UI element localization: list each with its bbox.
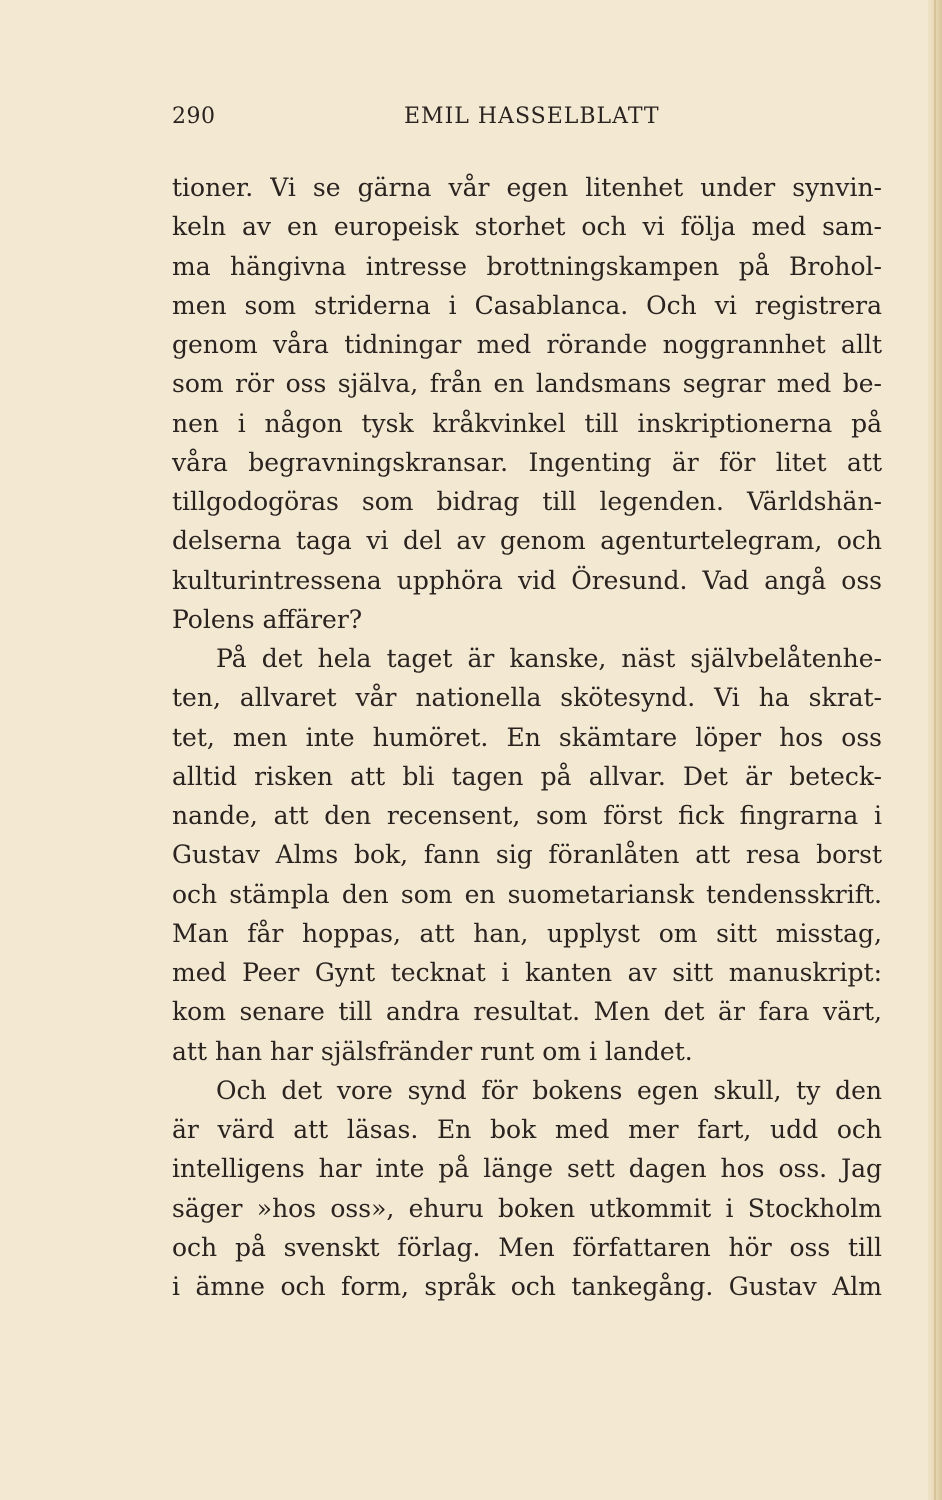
text-line: är värd att läsas. En bok med mer fart, udd och	[172, 1115, 882, 1144]
text-line: ten, allvaret vår nationella skötesynd. Vi ha skrat-	[172, 683, 882, 713]
text-line: våra begravningskransar. Ingenting är för litet att	[172, 447, 882, 477]
text-line: Polens affärer?	[172, 604, 363, 634]
text-line: Gustav Alms bok, fann sig föranlåten att resa borst	[172, 840, 882, 870]
text-line: nen i någon tysk kråkvinkel till inskriptionerna på	[172, 408, 882, 438]
text-line: säger »hos oss», ehuru boken utkommit i Stockholm	[172, 1193, 882, 1223]
text-line: som rör oss själva, från en landsmans segrar med be-	[172, 369, 882, 399]
text-line: kulturintressena upphöra vid Öresund. Vad angå oss	[172, 565, 882, 595]
text-line: tet, men inte humöret. En skämtare löper hos oss	[172, 722, 882, 752]
text-line: nande, att den recensent, som först fick fingrarna i	[172, 801, 882, 830]
text-line: Och det vore synd för bokens egen skull, ty den	[216, 1075, 882, 1105]
page-edge-line	[934, 0, 936, 1500]
body-text	[172, 168, 882, 1306]
text-line: keln av en europeisk storhet och vi följa med sam-	[172, 212, 882, 242]
text-line: och stämpla den som en suometariansk tendensskrift.	[172, 879, 882, 909]
text-line: kom senare till andra resultat. Men det är fara värt,	[172, 997, 882, 1027]
text-line: tillgodogöras som bidrag till legenden. Världshän-	[172, 487, 882, 516]
text-line: alltid risken att bli tagen på allvar. Det är beteck-	[172, 761, 882, 791]
text-line: att han har själsfränder runt om i landet.	[172, 1036, 693, 1066]
text-line: med Peer Gynt tecknat i kanten av sitt manuskript:	[172, 958, 882, 987]
page-number: 290	[172, 104, 216, 129]
text-line: genom våra tidningar med rörande noggrannhet allt	[172, 330, 882, 359]
text-line: i ämne och form, språk och tankegång. Gustav Alm	[172, 1272, 882, 1301]
text-line: tioner. Vi se gärna vår egen litenhet under synvin-	[172, 173, 882, 202]
text-line: delserna taga vi del av genom agenturtelegram, och	[172, 526, 882, 556]
page-header	[172, 104, 882, 134]
text-line: ma hängivna intresse brottningskampen på Brohol-	[172, 251, 882, 281]
text-line: intelligens har inte på länge sett dagen hos oss. Jag	[172, 1154, 882, 1184]
text-line: och på svenskt förlag. Men författaren hör oss till	[172, 1232, 882, 1262]
text-line: Man får hoppas, att han, upplyst om sitt misstag,	[172, 918, 882, 948]
text-line: På det hela taget är kanske, näst självbelåtenhe-	[216, 644, 882, 673]
running-head: EMIL HASSELBLATT	[404, 104, 660, 129]
text-line: men som striderna i Casablanca. Och vi registrera	[172, 290, 882, 320]
